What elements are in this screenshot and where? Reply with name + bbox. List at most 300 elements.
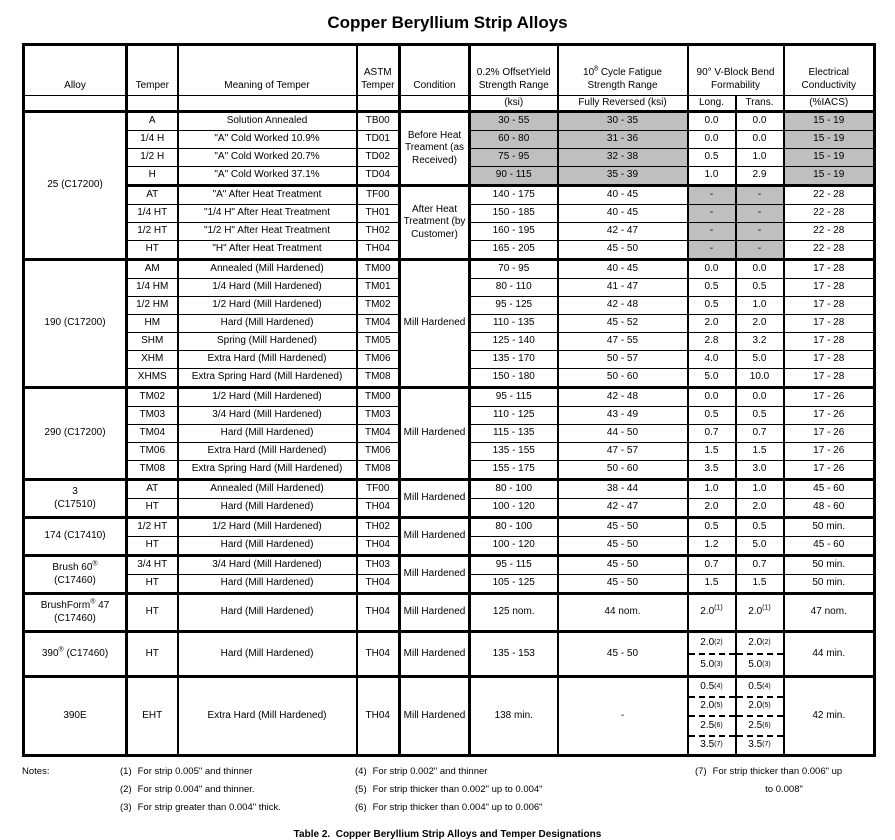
table-row — [24, 632, 875, 677]
cell-formability-trans: 0.5 — [736, 407, 784, 425]
cell-conductivity: 22 - 28 — [784, 223, 875, 241]
cell-fatigue-strength: 42 - 48 — [558, 297, 688, 315]
cell-conductivity: 17 - 28 — [784, 279, 875, 297]
cell-yield-strength: 138 min. — [470, 677, 558, 756]
cell-meaning: Extra Hard (Mill Hardened) — [178, 351, 357, 369]
cell-formability-trans: 0.7 — [736, 425, 784, 443]
cell-formability-trans: 0.5 — [736, 279, 784, 297]
notes-column-1 — [120, 763, 355, 817]
notes-column-2 — [355, 763, 695, 817]
cell-fatigue-strength: 45 - 50 — [558, 537, 688, 556]
note-item — [355, 763, 695, 781]
cell-fatigue-strength: 44 - 50 — [558, 425, 688, 443]
cell-temper: 1/2 HM — [127, 297, 178, 315]
cell-formability-long: 0.0 — [688, 112, 736, 131]
cell-astm: TD02 — [357, 149, 400, 167]
cell-fatigue-strength: 30 - 35 — [558, 112, 688, 131]
cell-meaning: Hard (Mill Hardened) — [178, 425, 357, 443]
cell-astm: TM02 — [357, 297, 400, 315]
cell-formability-long: 0.0 — [688, 131, 736, 149]
cell-conductivity: 50 min. — [784, 556, 875, 575]
cell-formability-trans: 5.0 — [736, 537, 784, 556]
alloy-block — [24, 556, 875, 594]
table-row — [24, 594, 875, 632]
cell-meaning: Extra Hard (Mill Hardened) — [178, 677, 357, 756]
formability-value: 0.5 (4) — [689, 678, 735, 698]
formability-value-stack — [689, 678, 735, 754]
cell-temper: 1/2 HT — [127, 223, 178, 241]
table-row — [24, 677, 875, 756]
cell-fatigue-strength: 32 - 38 — [558, 149, 688, 167]
cell-formability-long: 2.0$^{(1)}$ — [688, 594, 736, 632]
cell-temper: AM — [127, 260, 178, 279]
cell-formability-trans: 1.0 — [736, 480, 784, 499]
formability-value-stack — [689, 633, 735, 675]
cell-temper: HT — [127, 594, 178, 632]
cell-condition: Mill Hardened — [400, 556, 470, 594]
cell-conductivity: 15 - 19 — [784, 167, 875, 186]
note-ref: (6) — [355, 802, 367, 813]
table-header — [24, 45, 875, 112]
cell-conductivity: 22 - 28 — [784, 205, 875, 223]
formability-value: 2.0 (5) — [689, 698, 735, 718]
formability-value: 2.0 (2) — [737, 633, 783, 655]
cell-temper: AT — [127, 186, 178, 205]
cell-astm: TH01 — [357, 205, 400, 223]
cell-meaning: Extra Hard (Mill Hardened) — [178, 443, 357, 461]
cell-yield-strength: 95 - 125 — [470, 297, 558, 315]
cell-formability-long: 0.5 — [688, 149, 736, 167]
cell-yield-strength: 95 - 115 — [470, 556, 558, 575]
cell-astm: TH04 — [357, 677, 400, 756]
cell-conductivity: 17 - 26 — [784, 388, 875, 407]
cell-temper: XHMS — [127, 369, 178, 388]
cell-meaning: "A" Cold Worked 10.9% — [178, 131, 357, 149]
cell-temper: TM03 — [127, 407, 178, 425]
cell-fatigue-strength: 35 - 39 — [558, 167, 688, 186]
cell-astm: TM01 — [357, 279, 400, 297]
cell-yield-strength: 150 - 180 — [470, 369, 558, 388]
cell-meaning: "1/4 H" After Heat Treatment — [178, 205, 357, 223]
table-row — [24, 260, 875, 279]
col-header-temper: Temper — [127, 45, 178, 96]
cell-yield-strength: 80 - 110 — [470, 279, 558, 297]
note-text: For strip 0.002" and thinner — [372, 766, 488, 777]
cell-formability-long: 1.2 — [688, 537, 736, 556]
cell-meaning: "A" Cold Worked 20.7% — [178, 149, 357, 167]
cell-formability-trans: - — [736, 186, 784, 205]
cell-fatigue-strength: 42 - 47 — [558, 499, 688, 518]
cell-astm: TH04 — [357, 594, 400, 632]
cell-conductivity: 17 - 26 — [784, 461, 875, 480]
cell-yield-strength: 115 - 135 — [470, 425, 558, 443]
cell-astm: TH04 — [357, 632, 400, 677]
alloy-block — [24, 388, 875, 480]
col-header-condition: Condition — [400, 45, 470, 96]
cell-conductivity: 17 - 28 — [784, 369, 875, 388]
notes-column-3 — [695, 763, 873, 799]
cell-astm: TF00 — [357, 186, 400, 205]
cell-temper: 1/4 H — [127, 131, 178, 149]
note-ref: (5) — [355, 784, 367, 795]
cell-meaning: 1/4 Hard (Mill Hardened) — [178, 279, 357, 297]
cell-yield-strength: 75 - 95 — [470, 149, 558, 167]
cell-temper: AT — [127, 480, 178, 499]
cell-fatigue-strength: 44 nom. — [558, 594, 688, 632]
cell-fatigue-strength: 42 - 48 — [558, 388, 688, 407]
page-title: Copper Beryllium Strip Alloys — [327, 13, 568, 32]
cell-conductivity: 45 - 60 — [784, 480, 875, 499]
cell-temper: TM04 — [127, 425, 178, 443]
cell-fatigue-strength: 50 - 57 — [558, 351, 688, 369]
cell-formability-long: 3.5 — [688, 461, 736, 480]
cell-temper: HT — [127, 575, 178, 594]
note-ref: (7) — [695, 766, 707, 777]
cell-condition: Mill Hardened — [400, 388, 470, 480]
formability-value: 2.0 (2) — [689, 633, 735, 655]
cell-astm: TH04 — [357, 537, 400, 556]
note-ref: (4) — [355, 766, 367, 777]
note-text: For strip 0.004" and thinner. — [137, 784, 255, 795]
cell-conductivity: 17 - 26 — [784, 443, 875, 461]
cell-astm: TM00 — [357, 260, 400, 279]
cell-yield-strength: 70 - 95 — [470, 260, 558, 279]
cell-alloy: 290 (C17200) — [24, 388, 127, 480]
cell-formability-long: 0.5 — [688, 518, 736, 537]
cell-yield-strength: 60 - 80 — [470, 131, 558, 149]
cell-meaning: Hard (Mill Hardened) — [178, 499, 357, 518]
cell-meaning: Hard (Mill Hardened) — [178, 594, 357, 632]
units-conductivity-iacs: (%IACS) — [784, 96, 875, 112]
cell-fatigue-strength: 47 - 55 — [558, 333, 688, 351]
formability-value: 5.0 (3) — [748, 658, 771, 670]
note-item — [355, 781, 695, 799]
units-condition-empty — [400, 96, 470, 112]
formability-value: 5.0 (3) — [700, 658, 723, 670]
cell-temper: TM02 — [127, 388, 178, 407]
cell-meaning: 3/4 Hard (Mill Hardened) — [178, 556, 357, 575]
alloy-block — [24, 260, 875, 388]
alloy-block — [24, 677, 875, 756]
cell-conductivity: 50 min. — [784, 518, 875, 537]
cell-formability-trans: 2.0 — [736, 315, 784, 333]
cell-astm: TH02 — [357, 223, 400, 241]
cell-temper: HM — [127, 315, 178, 333]
cell-fatigue-strength: 42 - 47 — [558, 223, 688, 241]
cell-yield-strength: 135 - 155 — [470, 443, 558, 461]
cell-meaning: Hard (Mill Hardened) — [178, 537, 357, 556]
cell-formability-trans: 0.0 — [736, 388, 784, 407]
cell-formability-long: 0.5 — [688, 407, 736, 425]
cell-meaning: 1/2 Hard (Mill Hardened) — [178, 518, 357, 537]
col-header-formability: 90° V-Block Bend Formability — [688, 45, 784, 96]
cell-formability-trans: - — [736, 241, 784, 260]
cell-formability-trans: 1.5 — [736, 575, 784, 594]
cell-astm: TM08 — [357, 461, 400, 480]
cell-conductivity: 15 - 19 — [784, 112, 875, 131]
cell-formability-long: 2.0 — [688, 499, 736, 518]
cell-conductivity: 15 - 19 — [784, 149, 875, 167]
formability-value: 2.5 (6) — [737, 717, 783, 737]
table-row — [24, 186, 875, 205]
cell-astm: TM08 — [357, 369, 400, 388]
formability-value: 2.0 (5) — [737, 698, 783, 718]
col-header-fatigue-strength: 10$^8$ Cycle Fatigue Strength Range — [558, 45, 688, 96]
note-item — [695, 763, 873, 781]
cell-temper: XHM — [127, 351, 178, 369]
cell-formability-long: - — [688, 223, 736, 241]
note-text: For strip thicker than 0.006" up — [712, 766, 843, 777]
note-item — [120, 799, 355, 817]
cell-formability-trans: 1.5 — [736, 443, 784, 461]
cell-temper: 1/4 HT — [127, 205, 178, 223]
col-header-conductivity: Electrical Conductivity — [784, 45, 875, 96]
note-text: For strip thicker than 0.002" up to 0.004" — [372, 784, 543, 795]
cell-astm: TH04 — [357, 575, 400, 594]
cell-yield-strength: 135 - 170 — [470, 351, 558, 369]
cell-formability-trans: 0.7 — [736, 556, 784, 575]
cell-formability-long: 1.5 — [688, 443, 736, 461]
cell-astm: TD01 — [357, 131, 400, 149]
cell-yield-strength: 165 - 205 — [470, 241, 558, 260]
col-header-yield-strength: 0.2% OffsetYield Strength Range — [470, 45, 558, 96]
cell-meaning: "A" Cold Worked 37.1% — [178, 167, 357, 186]
cell-yield-strength: 125 - 140 — [470, 333, 558, 351]
cell-fatigue-strength: 40 - 45 — [558, 186, 688, 205]
cell-meaning: "1/2 H" After Heat Treatment — [178, 223, 357, 241]
cell-conductivity: 17 - 28 — [784, 351, 875, 369]
cell-conductivity: 17 - 28 — [784, 333, 875, 351]
cell-yield-strength: 135 - 153 — [470, 632, 558, 677]
cell-formability-trans: 0.0 — [736, 131, 784, 149]
cell-temper: 1/2 H — [127, 149, 178, 167]
cell-fatigue-strength: 45 - 52 — [558, 315, 688, 333]
cell-fatigue-strength: 43 - 49 — [558, 407, 688, 425]
cell-astm: TH02 — [357, 518, 400, 537]
table-caption: Table 2. Copper Beryllium Strip Alloys and Temper Designations — [293, 829, 602, 840]
cell-meaning: "A" After Heat Treatment — [178, 186, 357, 205]
cell-fatigue-strength: 45 - 50 — [558, 556, 688, 575]
cell-fatigue-strength: 50 - 60 — [558, 461, 688, 480]
cell-formability-trans: 2.0$^{(1)}$ — [736, 594, 784, 632]
cell-meaning: Extra Spring Hard (Mill Hardened) — [178, 369, 357, 388]
note-ref: (2) — [120, 784, 132, 795]
cell-astm: TM00 — [357, 388, 400, 407]
cell-temper: SHM — [127, 333, 178, 351]
cell-condition: Before Heat Treament (as Received) — [400, 112, 470, 186]
cell-temper: 1/4 HM — [127, 279, 178, 297]
cell-fatigue-strength: 45 - 50 — [558, 632, 688, 677]
cell-formability-long: 4.0 — [688, 351, 736, 369]
alloy-block — [24, 112, 875, 260]
col-header-astm-temper: ASTM Temper — [357, 45, 400, 96]
cell-meaning: Hard (Mill Hardened) — [178, 632, 357, 677]
cell-formability-long: 5.0 — [688, 369, 736, 388]
cell-formability-trans: 10.0 — [736, 369, 784, 388]
cell-alloy: 25 (C17200) — [24, 112, 127, 260]
cell-formability-trans: 1.0 — [736, 149, 784, 167]
cell-formability-long: 0.7 — [688, 556, 736, 575]
cell-alloy: 390® (C17460) — [24, 632, 127, 677]
cell-fatigue-strength: 45 - 50 — [558, 518, 688, 537]
cell-fatigue-strength: - — [558, 677, 688, 756]
cell-temper: A — [127, 112, 178, 131]
cell-formability-long: - — [688, 186, 736, 205]
cell-yield-strength: 150 - 185 — [470, 205, 558, 223]
cell-condition: Mill Hardened — [400, 632, 470, 677]
units-temper-empty — [127, 96, 178, 112]
cell-meaning: Annealed (Mill Hardened) — [178, 260, 357, 279]
cell-formability-trans: 0.5 — [736, 518, 784, 537]
cell-temper: EHT — [127, 677, 178, 756]
cell-meaning: Solution Annealed — [178, 112, 357, 131]
note-text: For strip 0.005" and thinner — [137, 766, 253, 777]
cell-conductivity: 48 - 60 — [784, 499, 875, 518]
cell-conductivity: 22 - 28 — [784, 241, 875, 260]
cell-yield-strength: 110 - 135 — [470, 315, 558, 333]
note-item — [120, 781, 355, 799]
cell-meaning: Spring (Mill Hardened) — [178, 333, 357, 351]
cell-astm: TB00 — [357, 112, 400, 131]
notes-label: Notes: — [22, 766, 50, 777]
cell-meaning: "H" After Heat Treatment — [178, 241, 357, 260]
cell-yield-strength: 80 - 100 — [470, 518, 558, 537]
cell-formability-long: 0.5 — [688, 279, 736, 297]
note-text-continued: to 0.008" — [765, 784, 803, 795]
cell-yield-strength: 100 - 120 — [470, 537, 558, 556]
cell-fatigue-strength: 50 - 60 — [558, 369, 688, 388]
cell-yield-strength: 125 nom. — [470, 594, 558, 632]
cell-astm: TD04 — [357, 167, 400, 186]
cell-formability-long: 0.0 — [688, 388, 736, 407]
table-row — [24, 518, 875, 537]
cell-temper: H — [127, 167, 178, 186]
cell-conductivity: 17 - 28 — [784, 297, 875, 315]
cell-yield-strength: 100 - 120 — [470, 499, 558, 518]
cell-formability-long: 1.0 — [688, 167, 736, 186]
cell-yield-strength: 90 - 115 — [470, 167, 558, 186]
cell-conductivity: 17 - 28 — [784, 315, 875, 333]
cell-temper: HT — [127, 241, 178, 260]
cell-astm: TM06 — [357, 351, 400, 369]
cell-formability-trans: 3.2 — [736, 333, 784, 351]
cell-meaning: 1/2 Hard (Mill Hardened) — [178, 388, 357, 407]
cell-conductivity: 15 - 19 — [784, 131, 875, 149]
cell-meaning: Annealed (Mill Hardened) — [178, 480, 357, 499]
cell-temper: HT — [127, 499, 178, 518]
note-ref: (3) — [120, 802, 132, 813]
cell-formability-trans: - — [736, 205, 784, 223]
cell-formability-long: 2.0 — [688, 315, 736, 333]
alloy-block — [24, 632, 875, 677]
cell-yield-strength: 140 - 175 — [470, 186, 558, 205]
cell-alloy: 190 (C17200) — [24, 260, 127, 388]
cell-conductivity: 47 nom. — [784, 594, 875, 632]
cell-astm: TH04 — [357, 499, 400, 518]
cell-meaning: 3/4 Hard (Mill Hardened) — [178, 407, 357, 425]
cell-condition: Mill Hardened — [400, 260, 470, 388]
cell-formability-long: - — [688, 205, 736, 223]
cell-formability-trans: 2.9 — [736, 167, 784, 186]
header-row-main — [24, 45, 875, 96]
cell-astm: TH03 — [357, 556, 400, 575]
units-astm-empty — [357, 96, 400, 112]
cell-temper: 3/4 HT — [127, 556, 178, 575]
cell-fatigue-strength: 45 - 50 — [558, 241, 688, 260]
cell-condition: Mill Hardened — [400, 677, 470, 756]
table-row — [24, 112, 875, 131]
cell-alloy: 390E — [24, 677, 127, 756]
cell-formability-trans — [736, 677, 784, 756]
cell-meaning: 1/2 Hard (Mill Hardened) — [178, 297, 357, 315]
table-row — [24, 480, 875, 499]
cell-yield-strength: 110 - 125 — [470, 407, 558, 425]
cell-formability-long: 2.8 — [688, 333, 736, 351]
cell-condition: After Heat Treatment (by Customer) — [400, 186, 470, 260]
note-text: For strip thicker than 0.004" up to 0.006" — [372, 802, 543, 813]
cell-formability-trans: 1.0 — [736, 297, 784, 315]
formability-value: 3.5 (7) — [700, 739, 723, 750]
cell-meaning: Hard (Mill Hardened) — [178, 315, 357, 333]
cell-formability-trans: 5.0 — [736, 351, 784, 369]
cell-fatigue-strength: 45 - 50 — [558, 575, 688, 594]
table-row — [24, 388, 875, 407]
units-fatigue-fully-reversed: Fully Reversed (ksi) — [558, 96, 688, 112]
cell-alloy: 3 (C17510) — [24, 480, 127, 518]
header-row-units — [24, 96, 875, 112]
cell-condition: Mill Hardened — [400, 594, 470, 632]
cell-astm: TM03 — [357, 407, 400, 425]
cell-fatigue-strength: 40 - 45 — [558, 205, 688, 223]
cell-temper: TM08 — [127, 461, 178, 480]
col-header-meaning: Meaning of Temper — [178, 45, 357, 96]
note-item — [355, 799, 695, 817]
cell-astm: TF00 — [357, 480, 400, 499]
cell-conductivity: 42 min. — [784, 677, 875, 756]
formability-value-stack — [737, 633, 783, 675]
cell-astm: TM04 — [357, 315, 400, 333]
cell-formability-long: 1.5 — [688, 575, 736, 594]
note-text: For strip greater than 0.004" thick. — [137, 802, 281, 813]
cell-formability-long: 0.7 — [688, 425, 736, 443]
cell-formability-long — [688, 632, 736, 677]
cell-temper: HT — [127, 632, 178, 677]
cell-alloy: Brush 60® (C17460) — [24, 556, 127, 594]
cell-condition: Mill Hardened — [400, 480, 470, 518]
col-header-alloy: Alloy — [24, 45, 127, 96]
units-alloy-empty — [24, 96, 127, 112]
units-formability-trans: Trans. — [736, 96, 784, 112]
cell-meaning: Extra Spring Hard (Mill Hardened) — [178, 461, 357, 480]
cell-formability-trans — [736, 632, 784, 677]
cell-temper: 1/2 HT — [127, 518, 178, 537]
cell-formability-trans: 0.0 — [736, 112, 784, 131]
cell-condition: Mill Hardened — [400, 518, 470, 556]
formability-value: 2.5 (6) — [689, 717, 735, 737]
cell-meaning: Hard (Mill Hardened) — [178, 575, 357, 594]
units-formability-long: Long. — [688, 96, 736, 112]
cell-yield-strength: 95 - 115 — [470, 388, 558, 407]
units-yield-ksi: (ksi) — [470, 96, 558, 112]
cell-yield-strength: 155 - 175 — [470, 461, 558, 480]
cell-astm: TH04 — [357, 241, 400, 260]
cell-conductivity: 45 - 60 — [784, 537, 875, 556]
cell-fatigue-strength: 31 - 36 — [558, 131, 688, 149]
cell-fatigue-strength: 47 - 57 — [558, 443, 688, 461]
cell-conductivity: 17 - 28 — [784, 260, 875, 279]
cell-yield-strength: 105 - 125 — [470, 575, 558, 594]
cell-temper: TM06 — [127, 443, 178, 461]
